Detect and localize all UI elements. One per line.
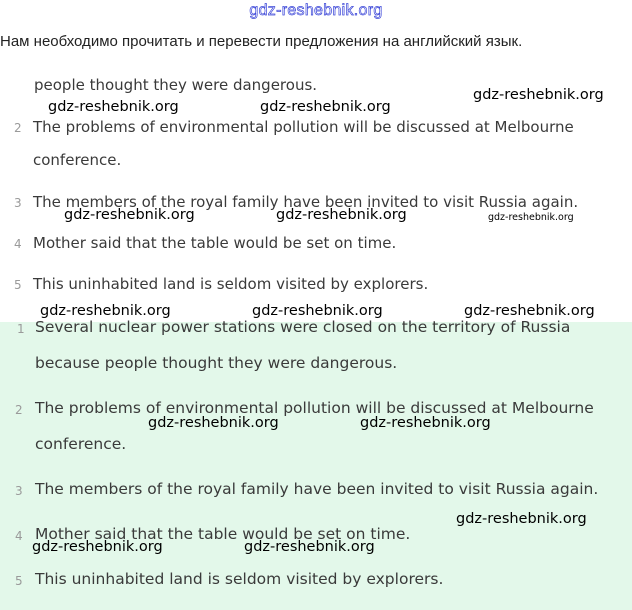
sentence-line: The problems of environmental pollution will be discussed at Melbourne <box>33 118 574 136</box>
sentence-line: Mother said that the table would be set on time. <box>35 525 411 543</box>
item-number: 4 <box>15 529 23 543</box>
instruction-text: Нам необходимо прочитать и перевести предложения на английский язык. <box>0 33 523 50</box>
watermark: gdz-reshebnik.org <box>456 511 587 527</box>
sentence-line: because people thought they were dangerous. <box>35 354 398 372</box>
watermark: gdz-reshebnik.org <box>360 415 491 431</box>
sentence-line: The problems of environmental pollution will be discussed at Melbourne <box>35 399 594 417</box>
item-number: 5 <box>15 574 23 588</box>
sentence-line: This uninhabited land is seldom visited by explorers. <box>33 275 429 293</box>
watermark: gdz-reshebnik.org <box>32 539 163 555</box>
watermark: gdz-reshebnik.org <box>276 207 407 223</box>
watermark: gdz-reshebnik.org <box>473 87 604 103</box>
watermark: gdz-reshebnik.org <box>148 415 279 431</box>
item-number: 3 <box>14 196 22 210</box>
sentence-list-copy <box>0 318 632 610</box>
sentence-line: The members of the royal family have been invited to visit Russia again. <box>35 480 599 498</box>
watermark: gdz-reshebnik.org <box>252 303 383 319</box>
watermark: gdz-reshebnik.org <box>488 212 574 223</box>
watermark: gdz-reshebnik.org <box>464 303 595 319</box>
item-number: 5 <box>14 278 22 292</box>
sentence-line: This uninhabited land is seldom visited by explorers. <box>35 570 444 588</box>
item-number: 3 <box>15 484 23 498</box>
item-number: 4 <box>14 237 22 251</box>
watermark: gdz-reshebnik.org <box>48 99 179 115</box>
watermark: gdz-reshebnik.org <box>64 207 195 223</box>
watermark: gdz-reshebnik.org <box>244 539 375 555</box>
sentence-line: conference. <box>33 151 122 169</box>
watermark: gdz-reshebnik.org <box>260 99 391 115</box>
item-number: 1 <box>17 322 25 336</box>
sentence-line: conference. <box>35 435 127 453</box>
sentence-line: The members of the royal family have been invited to visit Russia again. <box>33 193 579 211</box>
site-watermark-top: gdz-reshebnik.org <box>249 2 383 19</box>
partial-sentence-line: people thought they were dangerous. <box>34 76 318 94</box>
item-number: 2 <box>15 403 23 417</box>
item-number: 2 <box>14 121 22 135</box>
watermark: gdz-reshebnik.org <box>40 303 171 319</box>
sentence-line: Several nuclear power stations were closed on the territory of Russia <box>35 318 571 336</box>
sentence-line: Mother said that the table would be set on time. <box>33 234 397 252</box>
